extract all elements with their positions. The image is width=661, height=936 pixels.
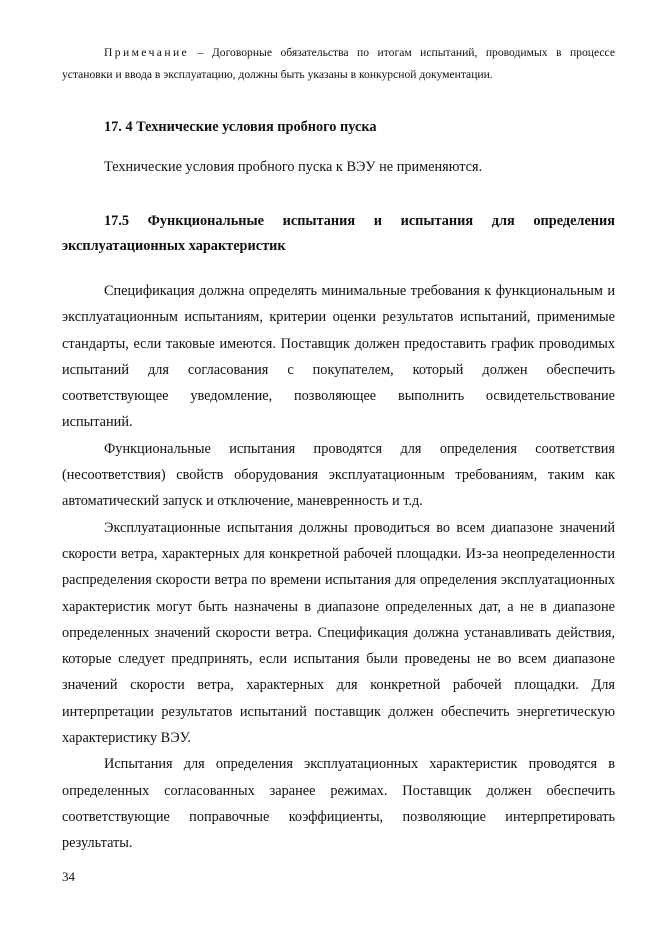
page-number: 34	[62, 869, 75, 884]
note-paragraph	[62, 42, 615, 85]
note-text: – Договорные обязательства по итогам испытаний, проводимых в процессе установки и ввода в эксплуатацию, должны быть указаны в конкурсной документации.	[62, 46, 615, 81]
body-paragraph-2: Функциональные испытания проводятся для определения соответствия (несоответствия) свойств оборудования эксплуатационным требованиям, таким как автоматический запуск и отключение, маневренность и т.д.	[62, 440, 615, 510]
body-paragraph-1: Спецификация должна определять минимальные требования к функциональным и эксплуатационным испытаниям, критерии оценки результатов испытаний, применимые стандарты, если таковые имеются. Поставщик должен предоставить график проводимых испытаний для согласования с покупателем, который должен обеспечить соответствующее уведомление, позволяющее выполнить освидетельствование испытаний.	[62, 283, 615, 431]
body-paragraph-4: Испытания для определения эксплуатационных характеристик проводятся в определенных согласованных заранее режимах. Поставщик должен обеспечить соответствующие поправочные коэффициенты, позволяющие интерпретировать результаты.	[62, 756, 615, 852]
section-17-4-text: Технические условия пробного пуска к ВЭУ не применяются.	[104, 159, 483, 175]
section-17-5-body	[62, 278, 615, 857]
note-label: Примечание	[104, 46, 190, 59]
section-17-5-heading: 17.5 Функциональные испытания и испытания для определения эксплуатационных характеристик	[62, 213, 615, 254]
body-paragraph-3: Эксплуатационные испытания должны проводиться во всем диапазоне значений скорости ветра, характерных для конкретной рабочей площадки. Из-за неопределенности распределения скорости ветра по времени испытания для определения эксплуатационных характеристик могут быть назначены в диапазоне определенных дат, а не в диапазоне определенных значений скорости ветра. Спецификация должна устанавливать действия, которые следует предпринять, если испытания были проведены не во всем диапазоне значений скорости ветра, характерных для конкретной рабочей площадки. Для интерпретации результатов испытаний поставщик должен обеспечить энергетическую характеристику ВЭУ.	[62, 519, 615, 747]
section-17-4-heading: 17. 4 Технические условия пробного пуска	[104, 119, 377, 135]
